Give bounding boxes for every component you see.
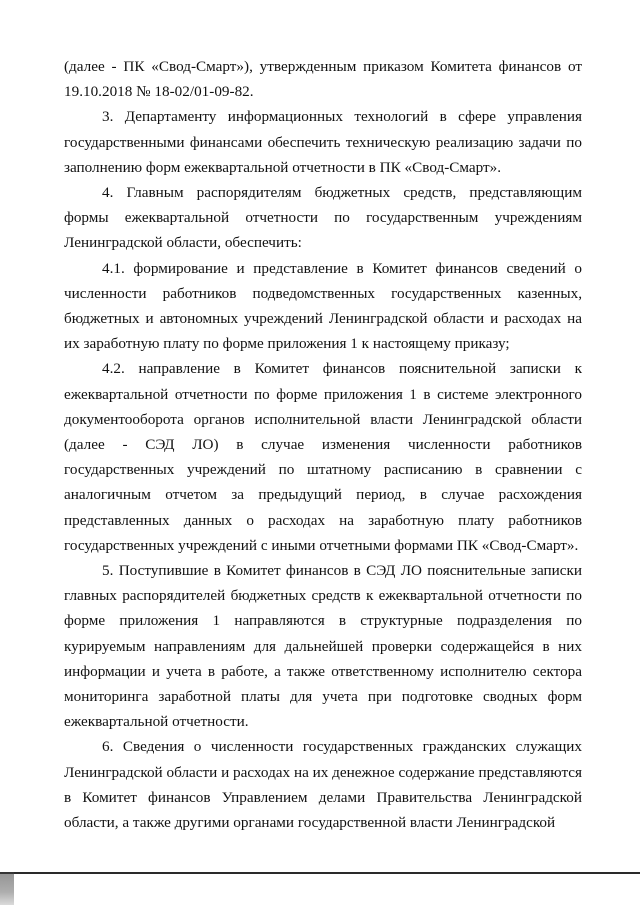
paragraph-item-6: 6. Сведения о численности государственных гражданских служащих Ленинградской области и расходах на их денежное содержание представляются в Комитет финансов Управлением делами Правительства Ленинградской области, а также другими органами государственной власти Ленинградской xyxy=(64,738,582,832)
scan-corner-shadow xyxy=(0,872,14,905)
paragraph-item-3: 3. Департаменту информационных технологий в сфере управления государственными финансами обеспечить техническую реализацию задачи по заполнению форм ежеквартальной отчетности в ПК «Свод-Смарт». xyxy=(64,108,582,176)
paragraph-item-4-2: 4.2. направление в Комитет финансов пояснительной записки к ежеквартальной отчетности по форме приложения 1 в системе электронного документооборота органов исполнительной власти Ленинградской области (далее - СЭД ЛО) в случае изменения численности работников государственных учреждений по штатному расписанию в сравнении с аналогичным отчетом за предыдущий период, в случае расхождения представленных данных о расходах на заработную плату работников государственных учреждений с иными отчетными формами ПК «Свод-Смарт». xyxy=(64,360,582,554)
paragraph-item-4-1: 4.1. формирование и представление в Комитет финансов сведений о численности работников подведомственных государственных казенных, бюджетных и автономных учреждений Ленинградской области и расходах на их заработную плату по форме приложения 1 к настоящему приказу; xyxy=(64,259,582,353)
scan-edge-line xyxy=(0,872,640,874)
paragraph-item-4: 4. Главным распорядителям бюджетных средств, представляющим формы ежеквартальной отчетности по государственным учреждениям Ленинградской области, обеспечить: xyxy=(64,184,582,252)
paragraph-item-5: 5. Поступившие в Комитет финансов в СЭД ЛО пояснительные записки главных распорядителей бюджетных средств к ежеквартальной отчетности по форме приложения 1 направляются в структурные подразделения по курируемым направлениям для дальнейшей проверки содержащейся в них информации и учета в работе, а также ответственному исполнителю сектора мониторинга заработной платы для учета при подготовке сводных форм ежеквартальной отчетности. xyxy=(64,562,582,731)
document-body xyxy=(64,54,582,835)
paragraph-continuation: (далее - ПК «Свод-Смарт»), утвержденным приказом Комитета финансов от 19.10.2018 № 18-02/01-09-82. xyxy=(64,58,582,101)
